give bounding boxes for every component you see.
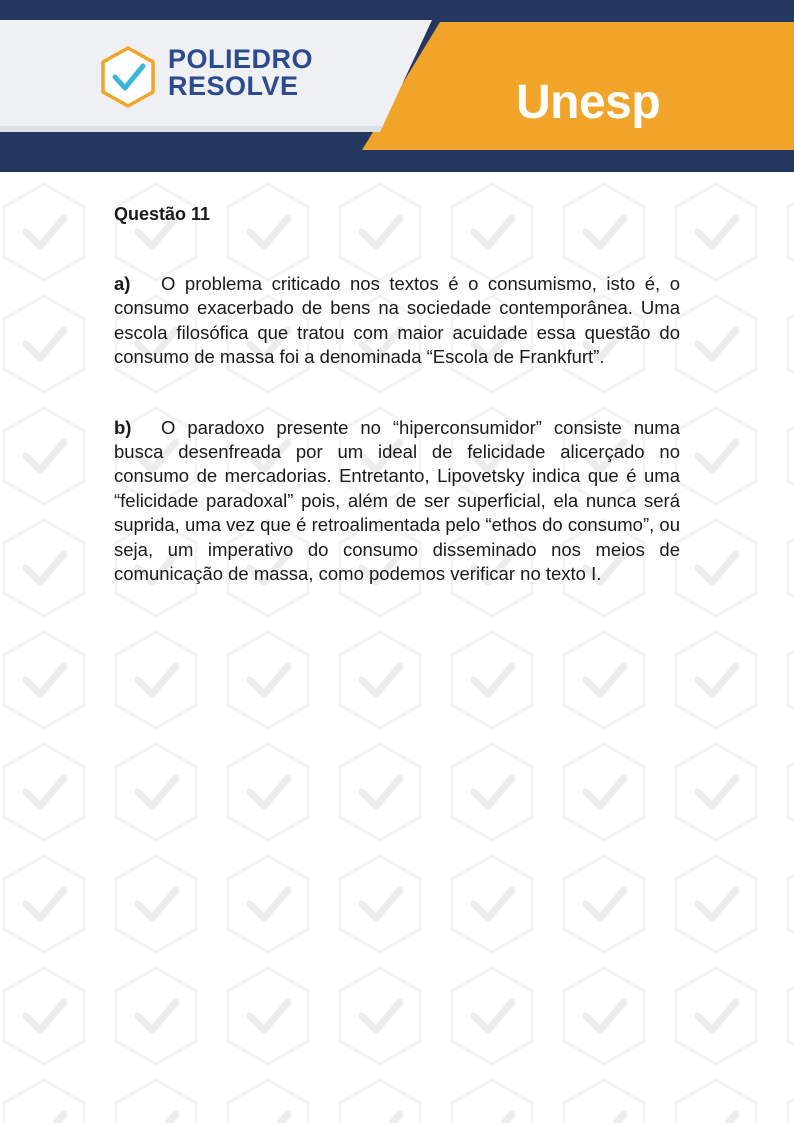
page-header (0, 0, 794, 172)
exam-name: Unesp (516, 76, 661, 129)
answer-text: O problema criticado nos textos é o consumismo, isto é, o consumo exacerbado de bens na sociedade contemporânea. Uma escola filosófica que tratou com maior acuidade essa questão do consumo de massa foi a denominada “Escola de Frankfurt”. (114, 273, 680, 368)
check-hexagon-icon (103, 48, 153, 106)
answer-letter: b) (114, 416, 132, 438)
answer-a (114, 272, 680, 370)
question-content (114, 203, 680, 586)
brand-logo-text (168, 46, 313, 100)
answer-b (114, 416, 680, 587)
question-title: Questão 11 (114, 204, 211, 224)
answer-letter: a) (114, 273, 131, 294)
brand-line1: POLIEDRO (168, 44, 314, 74)
header-banner (0, 0, 794, 172)
answer-text: O paradoxo presente no “hiperconsumidor” consiste numa busca desenfreada por um ideal de felicidade alicerçado no consumo de mercadorias. Entretanto, Lipovetsky indica que é uma “felicidade paradoxal” pois, além de ser superficial, ela nunca será suprida, uma vez que é retroalimentada pelo “ethos do consumo”, ou seja, um imperativo do consumo disseminado nos meios de comunicação de massa, como podemos verificar no texto I. (114, 416, 680, 585)
brand-line2: RESOLVE (168, 71, 299, 101)
